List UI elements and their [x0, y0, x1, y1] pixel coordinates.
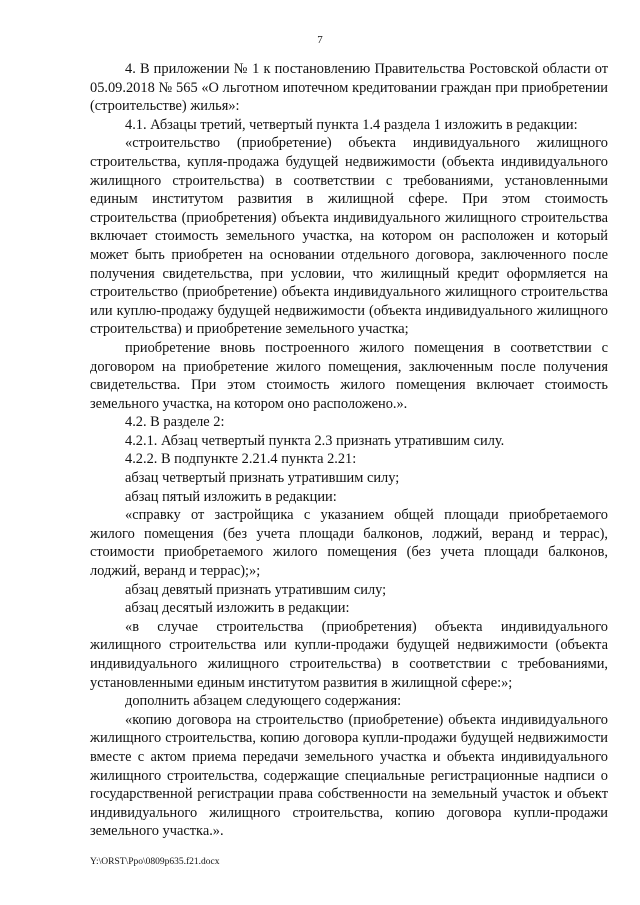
paragraph: 4.2. В разделе 2: — [125, 414, 225, 431]
paragraph: 4. В приложении № 1 к постановлению Правительства Ростовской области от 05.09.2018 № 565 «О льготном ипотечном кредитовании граждан при приобретении (строительстве) жилья»: — [90, 61, 608, 115]
paragraph: 4.2.2. В подпункте 2.21.4 пункта 2.21: — [125, 451, 357, 468]
footer-file-path: Y:\ORST\Ppo\0809p635.f21.docx — [90, 857, 220, 867]
paragraph: абзац пятый изложить в редакции: — [125, 488, 337, 505]
paragraph: абзац девятый признать утратившим силу; — [125, 581, 387, 598]
paragraph: абзац десятый изложить в редакции: — [125, 600, 350, 617]
paragraph: абзац четвертый признать утратившим силу; — [125, 470, 400, 487]
paragraph: «копию договора на строительство (приобретение) объекта индивидуального жилищного строительства, копию договора купли-продажи будущей недвижимости вместе с актом приема передачи земельного участка и объекта индивидуального жилищного строительства, содержащие специальные регистрационные надписи о государственной регистрации права собственности на земельный участок и объект индивидуального жилищного строительства, копию договора купли-продажи земельного участка.». — [90, 711, 608, 840]
paragraph: 4.2.1. Абзац четвертый пункта 2.3 признать утратившим силу. — [125, 432, 505, 449]
paragraph: 4.1. Абзацы третий, четвертый пункта 1.4 раздела 1 изложить в редакции: — [125, 116, 578, 133]
paragraph: «в случае строительства (приобретения) объекта индивидуального жилищного строительства или купли-продажи будущей недвижимости (объекта индивидуального жилищного строительства) в соответствии с требованиями, установленными единым институтом развития в жилищной сфере:»; — [90, 618, 608, 691]
paragraph: «справку от застройщика с указанием общей площади приобретаемого жилого помещения (без учета площади балконов, лоджий, веранд и террас), стоимости приобретаемого жилого помещения (без учета площади балконов, лоджий, веранд и террас);»; — [90, 507, 608, 580]
page-number: 7 — [317, 34, 323, 46]
paragraph: «строительство (приобретение) объекта индивидуального жилищного строительства, купля-продажа будущей недвижимости (объекта индивидуального жилищного строительства) в соответствии с требованиями, установленными единым институтом развития в жилищной сфере. При этом стоимость строительства (приобретения) объекта индивидуального жилищного строительства включает стоимость земельного участка, на котором он расположен и который может быть приобретен на основании отдельного договора, заключенного после получения свидетельства, при условии, что жилищный кредит оформляется на строительство (приобретение) объекта индивидуального жилищного строительства или куплю-продажу будущей недвижимости (объекта индивидуального жилищного строительства) и приобретение земельного участка; — [90, 135, 608, 338]
paragraph: приобретение вновь построенного жилого помещения в соответствии с договором на приобретение жилого помещения, заключенным после получения свидетельства. При этом стоимость жилого помещения включает стоимость земельного участка, на котором оно расположено.». — [90, 339, 608, 412]
paragraph: дополнить абзацем следующего содержания: — [125, 693, 402, 710]
document-body — [90, 60, 608, 841]
